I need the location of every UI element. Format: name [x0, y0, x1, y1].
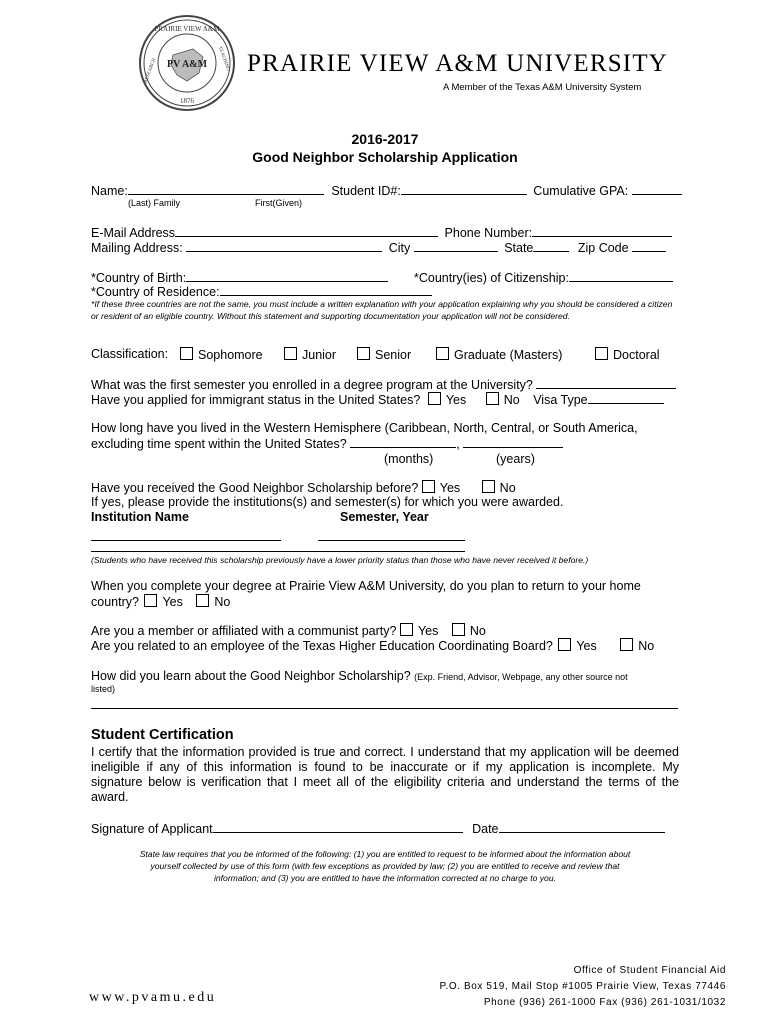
- return-home-question-2: country?: [91, 595, 139, 609]
- hemisphere-question-1: How long have you lived in the Western Hemisphere (Caribbean, North, Central, or South America,: [91, 421, 638, 435]
- checkbox[interactable]: [558, 638, 571, 651]
- date-field[interactable]: [499, 821, 665, 833]
- option-label: Senior: [375, 348, 412, 362]
- date-label: Date: [472, 822, 499, 836]
- learn-hint: (Exp. Friend, Advisor, Webpage, any other source not: [414, 672, 628, 682]
- state-law-line-1: State law requires that you be informed of the following: (1) you are entitled to request to be informed about the information about: [139, 849, 631, 859]
- classification-option-senior[interactable]: [357, 347, 411, 362]
- state-label: State: [504, 241, 534, 255]
- months-caption: (months): [384, 452, 434, 466]
- learn-row: [91, 669, 628, 683]
- option-label: Graduate (Masters): [454, 348, 563, 362]
- visa-field[interactable]: [588, 392, 664, 404]
- birth-row: [91, 270, 388, 285]
- footer-office: Office of Student Financial Aid: [573, 965, 726, 976]
- classification-option-doctoral[interactable]: [595, 347, 660, 362]
- semester-field-1[interactable]: [318, 540, 465, 541]
- option-label: Doctoral: [613, 348, 660, 362]
- return-home-no[interactable]: [196, 595, 230, 609]
- footer-phone: Phone (936) 261-1000 Fax (936) 261-1031/1032: [483, 997, 726, 1008]
- institution-field-2[interactable]: [91, 551, 465, 552]
- classification-option-graduate[interactable]: [436, 347, 562, 362]
- page-title: Good Neighbor Scholarship Application: [252, 149, 518, 165]
- checkbox[interactable]: [284, 347, 297, 360]
- communist-row: [91, 623, 486, 638]
- immigrant-no[interactable]: [486, 393, 520, 407]
- first-given-caption: First(Given): [255, 198, 302, 208]
- years-caption: (years): [496, 452, 535, 466]
- checkbox[interactable]: [428, 392, 441, 405]
- citizenship-label: *Country(ies) of Citizenship:: [414, 271, 569, 285]
- immigrant-yes[interactable]: [428, 393, 466, 407]
- option-label: Yes: [445, 393, 467, 407]
- title-year: 2016-2017: [351, 131, 419, 147]
- citizenship-field[interactable]: [569, 270, 673, 282]
- communist-question: Are you a member or affiliated with a communist party?: [91, 624, 397, 638]
- seal-year: 1876: [180, 97, 194, 105]
- zip-label: Zip Code: [577, 241, 629, 255]
- comma: ,: [456, 437, 460, 451]
- zip-field[interactable]: [632, 240, 666, 252]
- years-field[interactable]: [463, 436, 563, 448]
- checkbox[interactable]: [144, 594, 157, 607]
- option-label: Junior: [302, 348, 337, 362]
- seal-right-text: TEACHING: [216, 45, 231, 72]
- student-id-label: Student ID#:: [331, 184, 401, 198]
- mailing-label: Mailing Address:: [91, 241, 183, 255]
- related-question: Are you related to an employee of the Texas Higher Education Coordinating Board?: [91, 639, 553, 653]
- mailing-row: [91, 240, 666, 255]
- student-id-field[interactable]: [401, 183, 527, 195]
- return-home-row: [91, 594, 230, 609]
- semester-year-header: Semester, Year: [340, 510, 429, 524]
- related-yes[interactable]: [558, 639, 596, 653]
- checkbox[interactable]: [400, 623, 413, 636]
- city-field[interactable]: [414, 240, 498, 252]
- checkbox[interactable]: [620, 638, 633, 651]
- option-label: No: [499, 481, 516, 495]
- option-label: Yes: [439, 481, 461, 495]
- email-label: E-Mail Address: [91, 226, 176, 240]
- received-yes[interactable]: [422, 481, 460, 495]
- city-label: City: [388, 241, 411, 255]
- option-label: Yes: [417, 624, 439, 638]
- signature-row: [91, 821, 665, 836]
- certification-line-2: ineligible if any of this information is found to be inaccurate or if my application is incomplete. My: [91, 760, 679, 774]
- birth-label: *Country of Birth:: [91, 271, 187, 285]
- name-label: Name:: [91, 184, 128, 198]
- seal-center-text: PV A&M: [166, 59, 208, 70]
- hemisphere-question-2: excluding time spent within the United States?: [91, 437, 347, 451]
- state-law-line-3: information; and (3) you are entitled to have the information corrected at no charge to you.: [213, 873, 557, 883]
- received-question: Have you received the Good Neighbor Scholarship before?: [91, 481, 419, 495]
- gpa-label: Cumulative GPA:: [533, 184, 629, 198]
- option-label: Sophomore: [198, 348, 263, 362]
- immigrant-row: [91, 392, 664, 407]
- phone-field[interactable]: [532, 225, 672, 237]
- citizenship-row: [414, 270, 673, 285]
- option-label: No: [638, 639, 655, 653]
- last-family-caption: (Last) Family: [128, 198, 181, 208]
- option-label: Yes: [576, 639, 597, 653]
- checkbox[interactable]: [452, 623, 465, 636]
- checkbox[interactable]: [180, 347, 193, 360]
- return-home-question-1: When you complete your degree at Prairie View A&M University, do you plan to return to your home: [91, 579, 641, 593]
- state-field[interactable]: [533, 240, 569, 252]
- certification-line-4: award.: [91, 790, 129, 804]
- countries-note: *If these three countries are not the same, you must include a written explanation with your application explaining why you should be considered a citizen or resident of an eligible country. Without this statement and supporting documentation your application will not be considered.: [91, 299, 673, 321]
- gpa-field[interactable]: [632, 183, 682, 195]
- immigrant-question: Have you applied for immigrant status in the United States?: [91, 393, 421, 407]
- checkbox[interactable]: [482, 480, 495, 493]
- institution-name-header: Institution Name: [91, 510, 189, 524]
- residence-label: *Country of Residence:: [91, 285, 220, 299]
- certification-line-3: signature below is verification that I meet all of the eligibility criteria and understand the terms of the: [91, 775, 679, 789]
- first-semester-question: What was the first semester you enrolled in a degree program at the University?: [91, 378, 533, 392]
- university-name: PRAIRIE VIEW A&M UNIVERSITY: [247, 50, 669, 77]
- return-home-yes[interactable]: [144, 595, 182, 609]
- system-member-text: A Member of the Texas A&M University System: [443, 82, 642, 93]
- signature-label: Signature of Applicant: [91, 822, 213, 836]
- checkbox[interactable]: [196, 594, 209, 607]
- related-row: [91, 638, 654, 653]
- residence-field[interactable]: [220, 284, 432, 296]
- learn-field[interactable]: [91, 708, 678, 709]
- received-no[interactable]: [482, 481, 516, 495]
- residence-row: [91, 284, 432, 299]
- name-field[interactable]: [128, 183, 324, 195]
- classification-option-junior[interactable]: [284, 347, 336, 362]
- checkbox[interactable]: [357, 347, 370, 360]
- certification-line-1: I certify that the information provided is true and correct. I understand that my application will be deemed: [91, 745, 679, 759]
- option-label: Yes: [162, 595, 183, 609]
- phone-label: Phone Number:: [444, 226, 533, 240]
- email-row: [91, 225, 672, 240]
- hemisphere-row: [91, 436, 563, 451]
- option-label: No: [503, 393, 520, 407]
- seal-ring-text: PRAIRIE VIEW A&M: [154, 25, 220, 33]
- first-semester-row: [91, 377, 676, 392]
- footer-address: P.O. Box 519, Mail Stop #1005 Prairie View, Texas 77446: [439, 981, 726, 992]
- institution-field-1[interactable]: [91, 540, 281, 541]
- email-field[interactable]: [175, 225, 438, 237]
- related-no[interactable]: [620, 639, 654, 653]
- months-field[interactable]: [350, 436, 456, 448]
- received-followup: If yes, please provide the institutions(s) and semester(s) for which you were awarded.: [91, 495, 564, 509]
- learn-question: How did you learn about the Good Neighbor Scholarship?: [91, 669, 411, 683]
- visa-label: Visa Type: [533, 393, 588, 407]
- option-label: No: [214, 595, 231, 609]
- footer-website-link[interactable]: www.pvamu.edu: [89, 990, 217, 1005]
- checkbox[interactable]: [436, 347, 449, 360]
- mailing-field[interactable]: [186, 240, 382, 252]
- classification-label: Classification:: [91, 347, 169, 361]
- first-semester-field[interactable]: [536, 377, 676, 389]
- checkbox[interactable]: [422, 480, 435, 493]
- birth-field[interactable]: [186, 270, 388, 282]
- communist-yes[interactable]: [400, 624, 438, 638]
- communist-no[interactable]: [452, 624, 486, 638]
- learn-hint-cont: listed): [91, 684, 116, 694]
- checkbox[interactable]: [486, 392, 499, 405]
- certification-heading: Student Certification: [91, 727, 234, 743]
- received-note: (Students who have received this scholarship previously have a lower priority status than those who have never received it before.): [91, 555, 589, 565]
- seal-left-text: RESEARCH: [143, 57, 158, 84]
- received-row: [91, 480, 516, 495]
- classification-option-sophomore[interactable]: [180, 347, 263, 362]
- university-seal-logo: [137, 13, 237, 113]
- state-law-line-2: yourself collected by use of this form (with few exceptions as provided by law; (2) you are entitled to receive and review that: [150, 861, 620, 871]
- option-label: No: [469, 624, 486, 638]
- checkbox[interactable]: [595, 347, 608, 360]
- signature-field[interactable]: [213, 821, 463, 833]
- name-row: [91, 183, 682, 198]
